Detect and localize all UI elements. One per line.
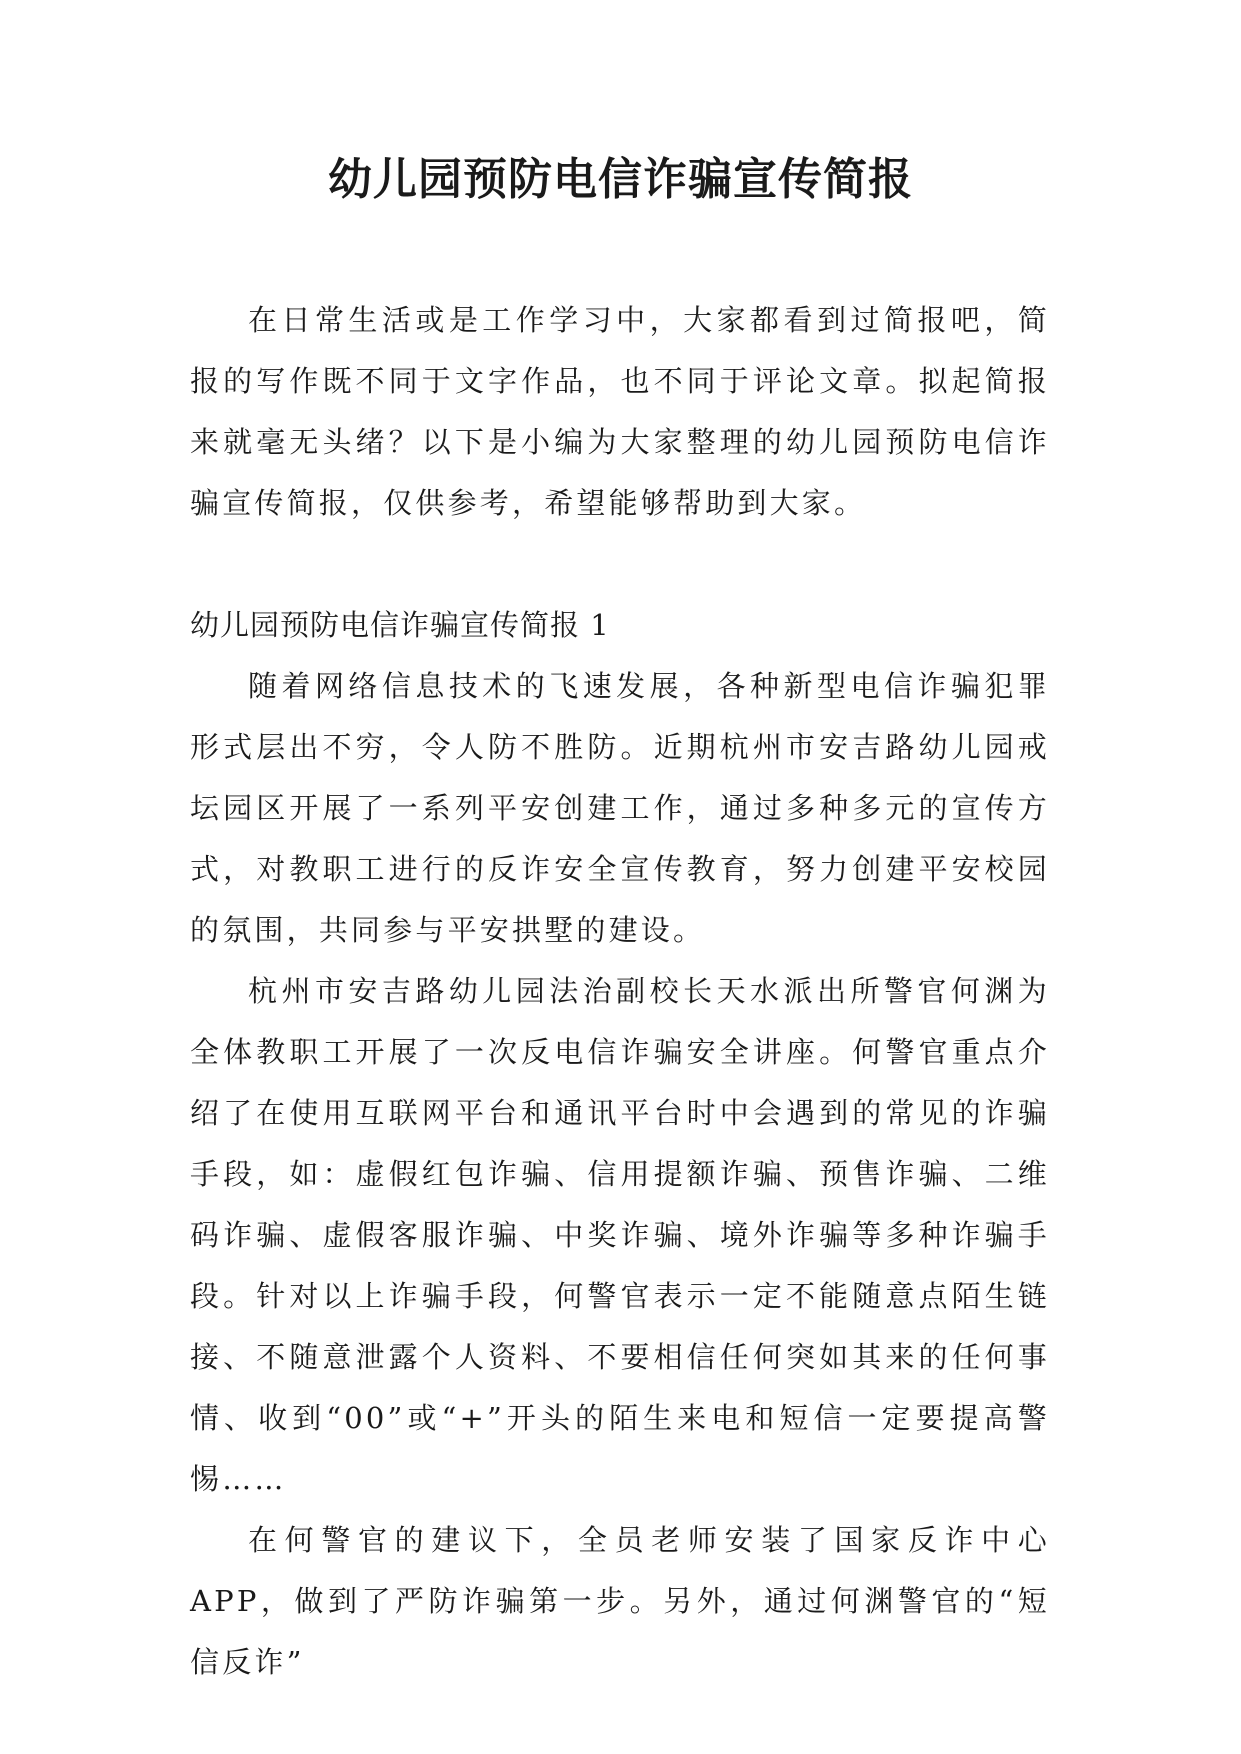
intro-paragraph: 在日常生活或是工作学习中，大家都看到过简报吧，简报的写作既不同于文字作品，也不同于评论文章。拟起简报来就毫无头绪？以下是小编为大家整理的幼儿园预防电信诈骗宣传简报，仅供参考，希望能够帮助到大家。 <box>190 303 1050 520</box>
body-paragraph: 杭州市安吉路幼儿园法治副校长天水派出所警官何渊为全体教职工开展了一次反电信诈骗安全讲座。何警官重点介绍了在使用互联网平台和通讯平台时中会遇到的常见的诈骗手段，如：虚假红包诈骗、信用提额诈骗、预售诈骗、二维码诈骗、虚假客服诈骗、中奖诈骗、境外诈骗等多种诈骗手段。针对以上诈骗手段，何警官表示一定不能随意点陌生链接、不随意泄露个人资料、不要相信任何突如其来的任何事情、收到“00”或“+”开头的陌生来电和短信一定要提高警惕…… <box>190 974 1050 1496</box>
document-title: 幼儿园预防电信诈骗宣传简报 <box>328 154 913 205</box>
section-heading: 幼儿园预防电信诈骗宣传简报 1 <box>190 608 610 642</box>
body-paragraph: 在何警官的建议下，全员老师安装了国家反诈中心APP，做到了严防诈骗第一步。另外，通过何渊警官的“短信反诈” <box>190 1523 1050 1679</box>
document-body <box>190 290 1050 1693</box>
body-paragraph: 随着网络信息技术的飞速发展，各种新型电信诈骗犯罪形式层出不穷，令人防不胜防。近期杭州市安吉路幼儿园戒坛园区开展了一系列平安创建工作，通过多种多元的宣传方式，对教职工进行的反诈安全宣传教育，努力创建平安校园的氛围，共同参与平安拱墅的建设。 <box>190 669 1050 947</box>
